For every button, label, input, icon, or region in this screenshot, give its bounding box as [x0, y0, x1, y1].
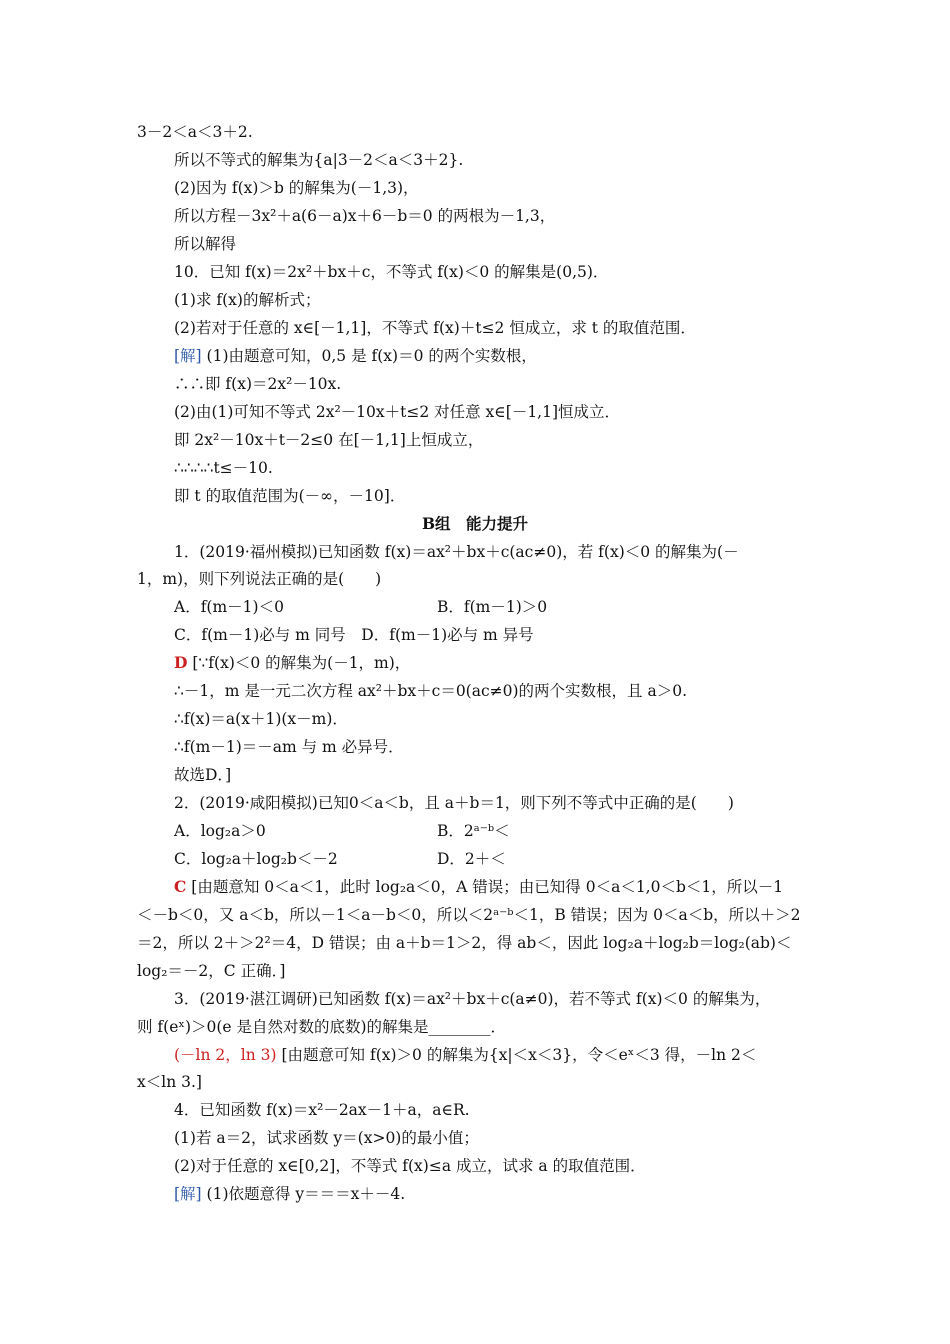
text-line: ∴∴∴∴t≤－10. — [174, 459, 273, 477]
option-c: C．log₂a＋log₂b＜－2 — [174, 850, 338, 868]
text-line: 即 t 的取值范围为(－∞，－10]． — [174, 487, 406, 505]
question-2: 2．(2019·咸阳模拟)已知0＜a＜b，且 a＋b＝1，则下列不等式中正确的是( ) — [174, 794, 734, 812]
option-a: A．f(m－1)＜0 — [174, 598, 284, 616]
text-line: (2)由(1)可知不等式 2x²－10x＋t≤2 对任意 x∈[－1,1]恒成立． — [174, 403, 621, 421]
text-line: 所以方程－3x²＋a(6－a)x＋6－b＝0 的两根为－1,3， — [174, 207, 556, 225]
text-line: 1，m)，则下列说法正确的是( ) — [137, 570, 382, 588]
text-line: (2)因为 f(x)＞b 的解集为(－1,3)， — [174, 179, 419, 197]
text-line: 故选D．] — [174, 766, 232, 784]
text-line: 即 2x²－10x＋t－2≤0 在[－1,1]上恒成立， — [174, 431, 484, 449]
question-1: 1．(2019·福州模拟)已知函数 f(x)＝ax²＋bx＋c(ac≠0)，若 f(x)＜0 的解集为(－ — [174, 543, 739, 561]
answer-line — [174, 876, 783, 898]
text-line: ∴∴即 f(x)＝2x²－10x. — [174, 375, 342, 393]
option-d: D．2＋＜ — [437, 850, 506, 868]
answer-text: [由题意知 0＜a＜1，此时 log₂a＜0，A 错误；由已知得 0＜a＜1,0＜b＜1，所以－1 — [186, 878, 784, 896]
text-line: ＝2，所以 2＋＞2²＝4，D 错误；由 a＋b＝1＞2，得 ab＜，因此 log₂a＋log₂b＝log₂(ab)＜ — [137, 934, 792, 952]
text-line: log₂＝－2，C 正确．] — [137, 962, 286, 980]
text-line: ＜－b＜0，又 a＜b，所以－1＜a－b＜0，所以＜2ᵃ⁻ᵇ＜1，B 错误；因为 0＜a＜b，所以＋＞2 — [137, 906, 801, 924]
option-b: B．f(m－1)＞0 — [437, 598, 548, 616]
option-cd: C．f(m－1)必与 m 同号 D．f(m－1)必与 m 异号 — [174, 626, 534, 644]
answer-letter: C — [174, 877, 187, 896]
solution-tag: [解] — [174, 347, 202, 365]
question-4: 4．已知函数 f(x)＝x²－2ax－1＋a，a∈R. — [174, 1101, 470, 1119]
solution-tag: [解] — [174, 1185, 202, 1203]
section-heading: B组 能力提升 — [421, 514, 529, 533]
answer-letter: D — [174, 653, 188, 672]
text-line: 所以不等式的解集为{a|3－2＜a＜3＋2}. — [174, 151, 464, 169]
text-line: x＜ln 3.] — [137, 1073, 202, 1091]
text-line: (2)若对于任意的 x∈[－1,1]，不等式 f(x)＋t≤2 恒成立，求 t 的取值范围． — [174, 319, 696, 337]
solution-line — [174, 1183, 405, 1205]
solution-line — [174, 345, 537, 367]
answer-value: (－ln 2，ln 3) — [174, 1046, 277, 1064]
answer-text: [由题意可知 f(x)＞0 的解集为{x|＜x＜3}，令＜eˣ＜3 得，－ln 2＜ — [276, 1046, 757, 1064]
answer-line — [174, 1044, 756, 1066]
option-a: A．log₂a＞0 — [174, 822, 266, 840]
text-line: ∴－1，m 是一元二次方程 ax²＋bx＋c＝0(ac≠0)的两个实数根，且 a＞0. — [174, 682, 688, 700]
text-line: ∴f(x)＝a(x＋1)(x－m)． — [174, 710, 348, 728]
text-line: ∴f(m－1)＝－am 与 m 必异号． — [174, 738, 404, 756]
option-b: B．2ᵃ⁻ᵇ＜ — [437, 822, 510, 840]
text-line: 3－2＜a＜3＋2. — [137, 123, 253, 141]
answer-line — [174, 652, 410, 674]
text-line: 所以解得 — [174, 235, 237, 253]
answer-text: [∵f(x)＜0 的解集为(－1，m)， — [187, 654, 411, 672]
text-line: (1)若 a＝2，试求函数 y＝(x>0)的最小值； — [174, 1129, 479, 1147]
text-line: (1)求 f(x)的解析式； — [174, 291, 321, 309]
question-10: 10．已知 f(x)＝2x²＋bx＋c，不等式 f(x)＜0 的解集是(0,5)． — [174, 263, 609, 281]
text-line: 则 f(eˣ)＞0(e 是自然对数的底数)的解集是________． — [137, 1018, 507, 1036]
text-line: (2)对于任意的 x∈[0,2]，不等式 f(x)≤a 成立，试求 a 的取值范围． — [174, 1157, 646, 1175]
solution-text: (1)依题意得 y＝＝＝x＋－4. — [201, 1185, 406, 1203]
solution-text: (1)由题意可知，0,5 是 f(x)＝0 的两个实数根， — [201, 347, 537, 365]
question-3: 3．(2019·湛江调研)已知函数 f(x)＝ax²＋bx＋c(a≠0)，若不等式 f(x)＜0 的解集为， — [174, 990, 771, 1008]
